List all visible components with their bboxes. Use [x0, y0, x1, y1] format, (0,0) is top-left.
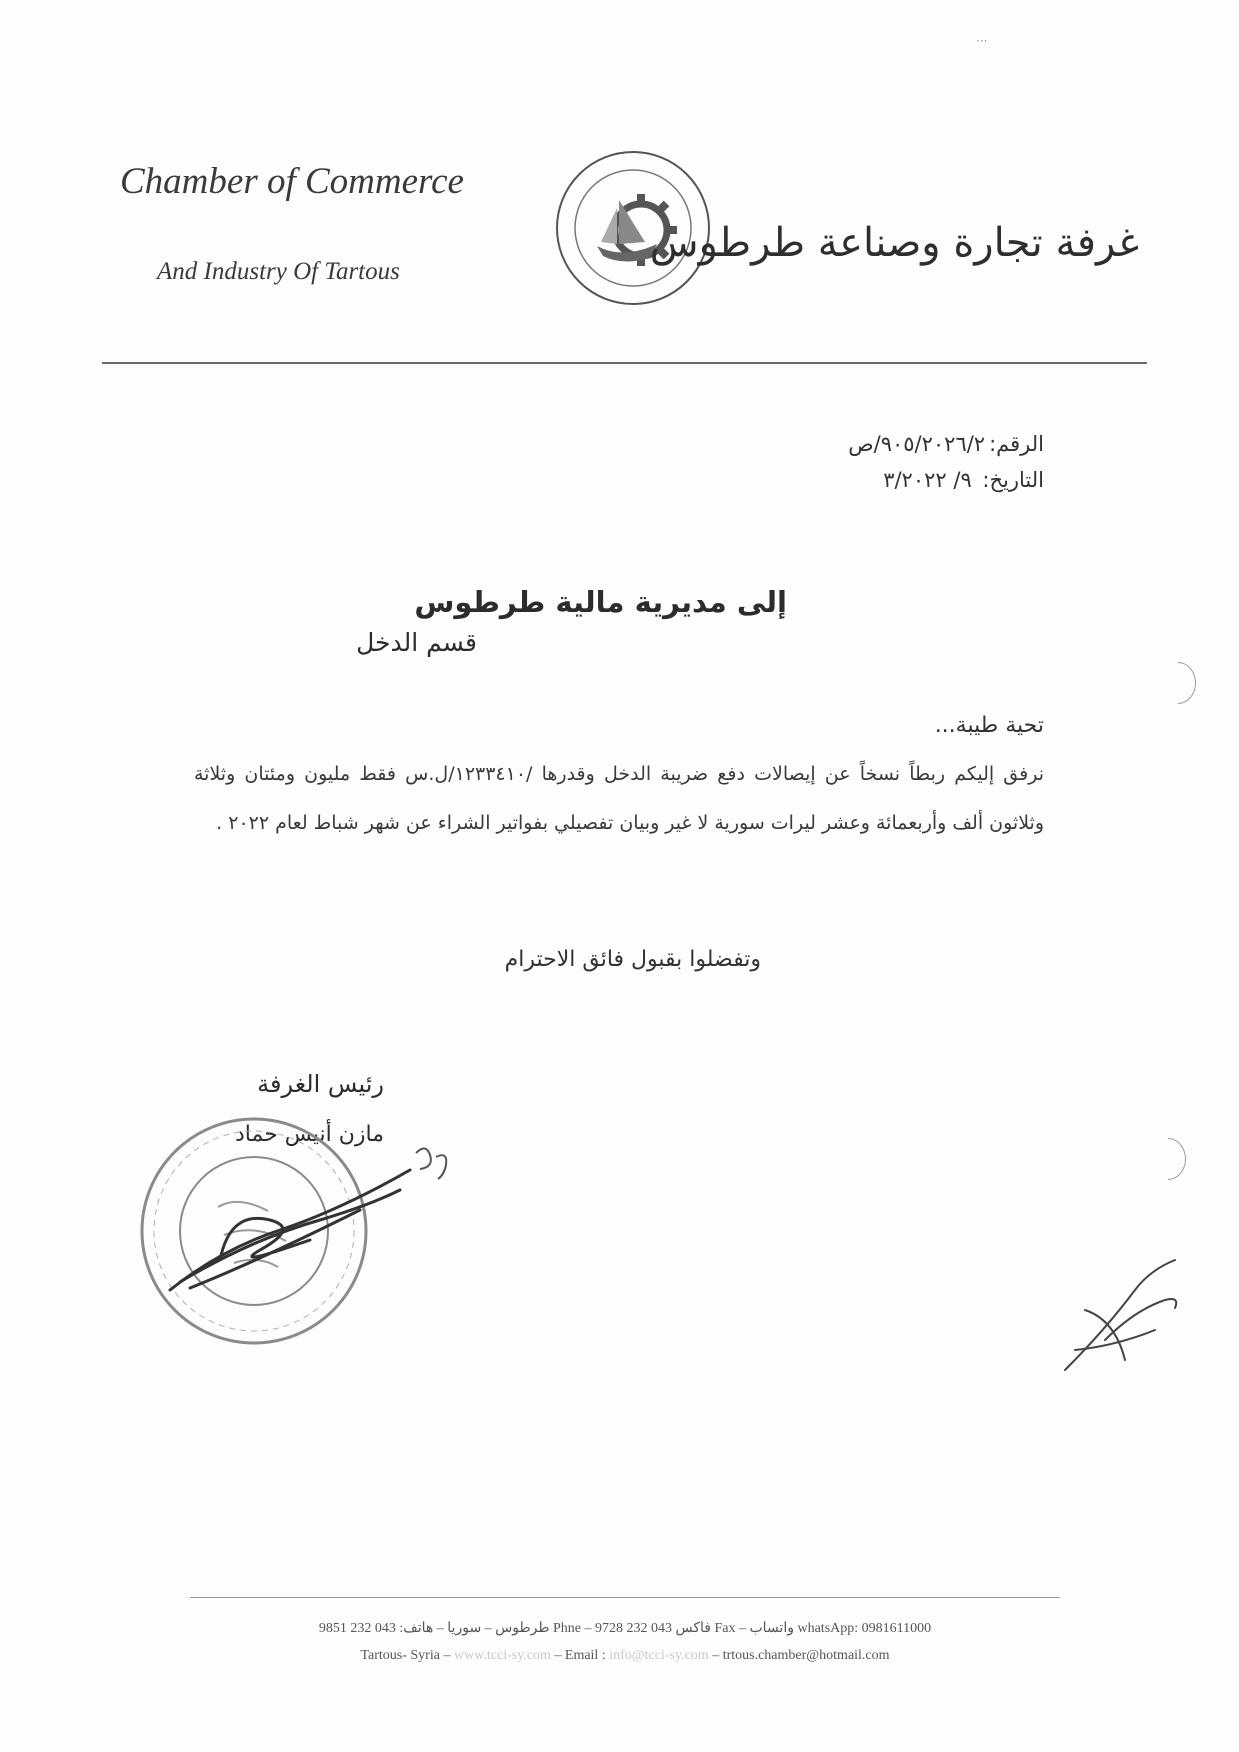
- footer-divider: [190, 1597, 1060, 1598]
- margin-signature-icon: [1055, 1250, 1185, 1380]
- reference-date: [883, 468, 1044, 492]
- footer-location: Tartous- Syria –: [360, 1648, 454, 1663]
- footer-website-link[interactable]: www.tcci-sy.com: [453, 1648, 551, 1663]
- punch-hole-bottom: [1150, 1138, 1186, 1180]
- body-paragraph: نرفق إليكم ربطاً نسخاً عن إيصالات دفع ضريبة الدخل وقدرها /١٢٣٣٤١٠/ل.س فقط مليون ومئتان وثلاثة وثلاثون ألف وأربعمائة وعشر ليرات سورية لا غير وبيان تفصيلي بفواتير الشراء عن شهر شباط لعام ٢٠٢٢ .: [194, 763, 1044, 834]
- reference-date-label: التاريخ:: [982, 468, 1044, 492]
- initial-mark-icon: [408, 1135, 458, 1185]
- handwritten-signature-icon: [160, 1150, 420, 1300]
- reference-number: [848, 432, 1044, 456]
- closing-line: وتفضلوا بقبول فائق الاحترام: [504, 947, 761, 972]
- addressee-line: إلى مديرية مالية طرطوس: [414, 585, 787, 619]
- greeting: تحية طيبة...: [934, 713, 1044, 738]
- arabic-title: غرفة تجارة وصناعة طرطوس: [649, 220, 1139, 266]
- footer-web-line: [190, 1648, 1060, 1664]
- scan-mark: ···: [976, 34, 988, 48]
- footer-contact-line: طرطوس – سوريا – هاتف: 043 232 9851 Phne – فاكس 043 232 9728 Fax – واتساب whatsApp: 0981611000: [318, 1621, 932, 1636]
- reference-number-value: ٩٠٥/٢٠٢٦/٢/ص: [848, 432, 986, 456]
- department-line: قسم الدخل: [356, 628, 477, 657]
- footer-email-link-faint[interactable]: info@tcci-sy.com: [609, 1648, 709, 1663]
- footer-email-label: – Email :: [550, 1648, 610, 1663]
- header-divider: [102, 362, 1147, 364]
- english-title: Chamber of Commerce: [120, 161, 464, 202]
- punch-hole-top: [1160, 662, 1196, 704]
- signatory-title: رئيس الغرفة: [257, 1070, 384, 1098]
- reference-number-label: الرقم:: [989, 432, 1044, 456]
- footer-email-link[interactable]: – trtous.chamber@hotmail.com: [708, 1648, 890, 1663]
- english-subtitle: And Industry Of Tartous: [157, 258, 400, 285]
- signatory-name: مازن أنيس حماد: [235, 1122, 384, 1147]
- reference-date-value: ٩/ ٣/٢٠٢٢: [883, 468, 972, 492]
